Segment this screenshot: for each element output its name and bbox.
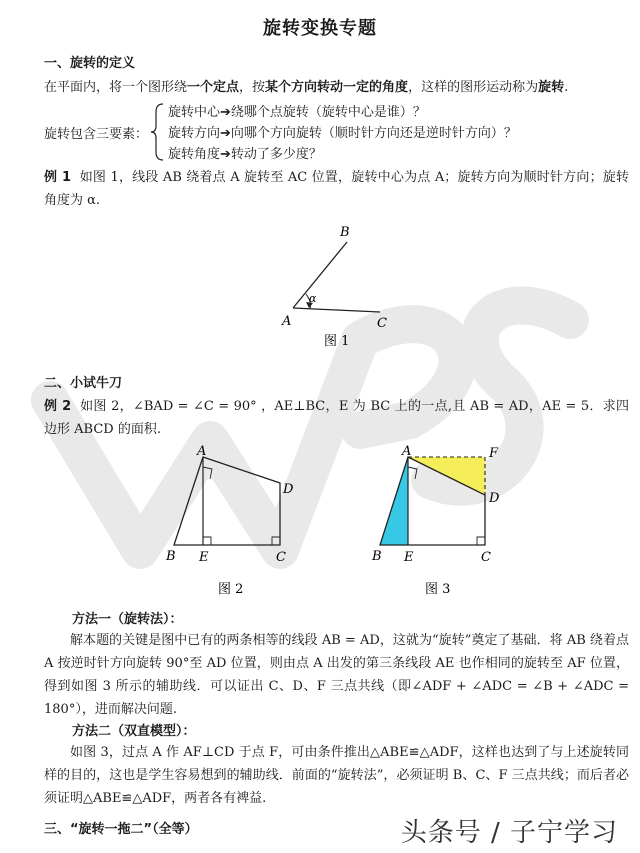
method-1-heading: 方法一（旋转法）： (72, 612, 183, 627)
example-1-label: 例 1 (44, 170, 71, 185)
label-a: A (282, 314, 292, 329)
label-d: D (489, 491, 500, 506)
right-angle-c (272, 537, 280, 545)
def-part: ，按 (239, 80, 266, 95)
example-2 (44, 395, 629, 441)
figure-2-caption: 图 2 (218, 582, 244, 597)
element-center: 旋转中心➔绕哪个点旋转（旋转中心是谁）？ (168, 105, 426, 120)
label-b: B (166, 549, 176, 564)
label-e: E (199, 550, 209, 565)
def-emph: 一个定点 (187, 80, 240, 95)
figure-2 (160, 445, 310, 600)
label-b: B (340, 225, 350, 240)
label-f: F (489, 446, 499, 461)
example-2-label: 例 2 (44, 399, 72, 414)
method-2-heading: 方法二（双直模型）： (72, 724, 196, 739)
example-2-text: 如图 2，∠BAD = ∠C = 90° ，AE⊥BC，E 为 BC 上的一点,且 AB = AD，AE = 5．求四边形 ABCD 的面积. (44, 399, 629, 437)
label-c: C (276, 550, 286, 565)
right-angle-a (203, 467, 212, 479)
figure-3 (365, 445, 525, 600)
section-1-heading: 一、旋转的定义 (44, 56, 136, 71)
label-c: C (377, 316, 387, 331)
label-d: D (283, 482, 294, 497)
element-direction: 旋转方向➔向哪个方向旋转（顺时针方向还是逆时针方向）？ (168, 126, 517, 141)
section-2-heading: 二、小试牛刀 (44, 376, 123, 391)
example-1-text: 如图 1，线段 AB 绕着点 A 旋转至 AC 位置，旋转中心为点 A；旋转方向为顺时针方向；旋转角度为 α. (44, 170, 630, 208)
left-brace-icon (150, 102, 166, 162)
label-e: E (404, 550, 414, 565)
figure-1 (260, 220, 400, 350)
method-1-text: 解本题的关键是图中已有的两条相等的线段 AB = AD，这就为“旋转”奠定了基础．将 AB 绕着点 A 按逆时针方向旋转 90°至 AD 位置，则由点 A 出发的第三条线段 AE 也作相同的旋转至 AF 位置，得到如图 3 所示的辅助线．可以证出 C、D、F 三点共线（即∠ADF + ∠ADC = ∠B + ∠ADC = 180°），进而解决问题. (44, 633, 629, 717)
figure-3-caption: 图 3 (425, 582, 451, 597)
page-title: 旋转变换专题 (263, 18, 377, 39)
label-c: C (481, 550, 491, 565)
def-emph: 旋转 (538, 80, 565, 95)
quad-abcd (174, 457, 280, 545)
right-angle-c (477, 537, 485, 545)
example-1 (44, 166, 629, 212)
definition-paragraph (44, 76, 629, 99)
segment-ac (293, 308, 380, 312)
def-emph: 某个方向转动一定的角度 (265, 80, 409, 95)
element-angle: 旋转角度➔转动了多少度？ (168, 147, 322, 162)
def-part: . (564, 80, 569, 95)
def-part: ，这样的图形运动称为 (408, 80, 539, 95)
method-2-text: 如图 3，过点 A 作 AF⊥CD 于点 F，可由条件推出△ABE≌△ADF，这样也达到了与上述旋转同样的目的，这也是学生容易想到的辅助线．前面的“旋转法”，必须证明 B、C、F 三点共线；而后者必须证明△ABE≌△ADF，两者各有裨益. (44, 745, 629, 806)
segment-ab (293, 242, 347, 308)
label-b: B (372, 549, 382, 564)
label-alpha: α (309, 292, 317, 305)
figure-1-caption: 图 1 (324, 334, 350, 349)
label-a: A (197, 445, 207, 459)
label-a: A (402, 445, 412, 459)
section-3-heading: 三、“旋转一拖二”（全等） (44, 822, 198, 837)
def-part: 在平面内，将一个图形绕 (44, 80, 188, 95)
footer-brand: 头条号 / 子宁学习 (400, 818, 618, 848)
right-angle-a (408, 467, 417, 479)
right-angle-e (203, 537, 211, 545)
three-elements-label: 旋转包含三要素： (44, 127, 149, 142)
